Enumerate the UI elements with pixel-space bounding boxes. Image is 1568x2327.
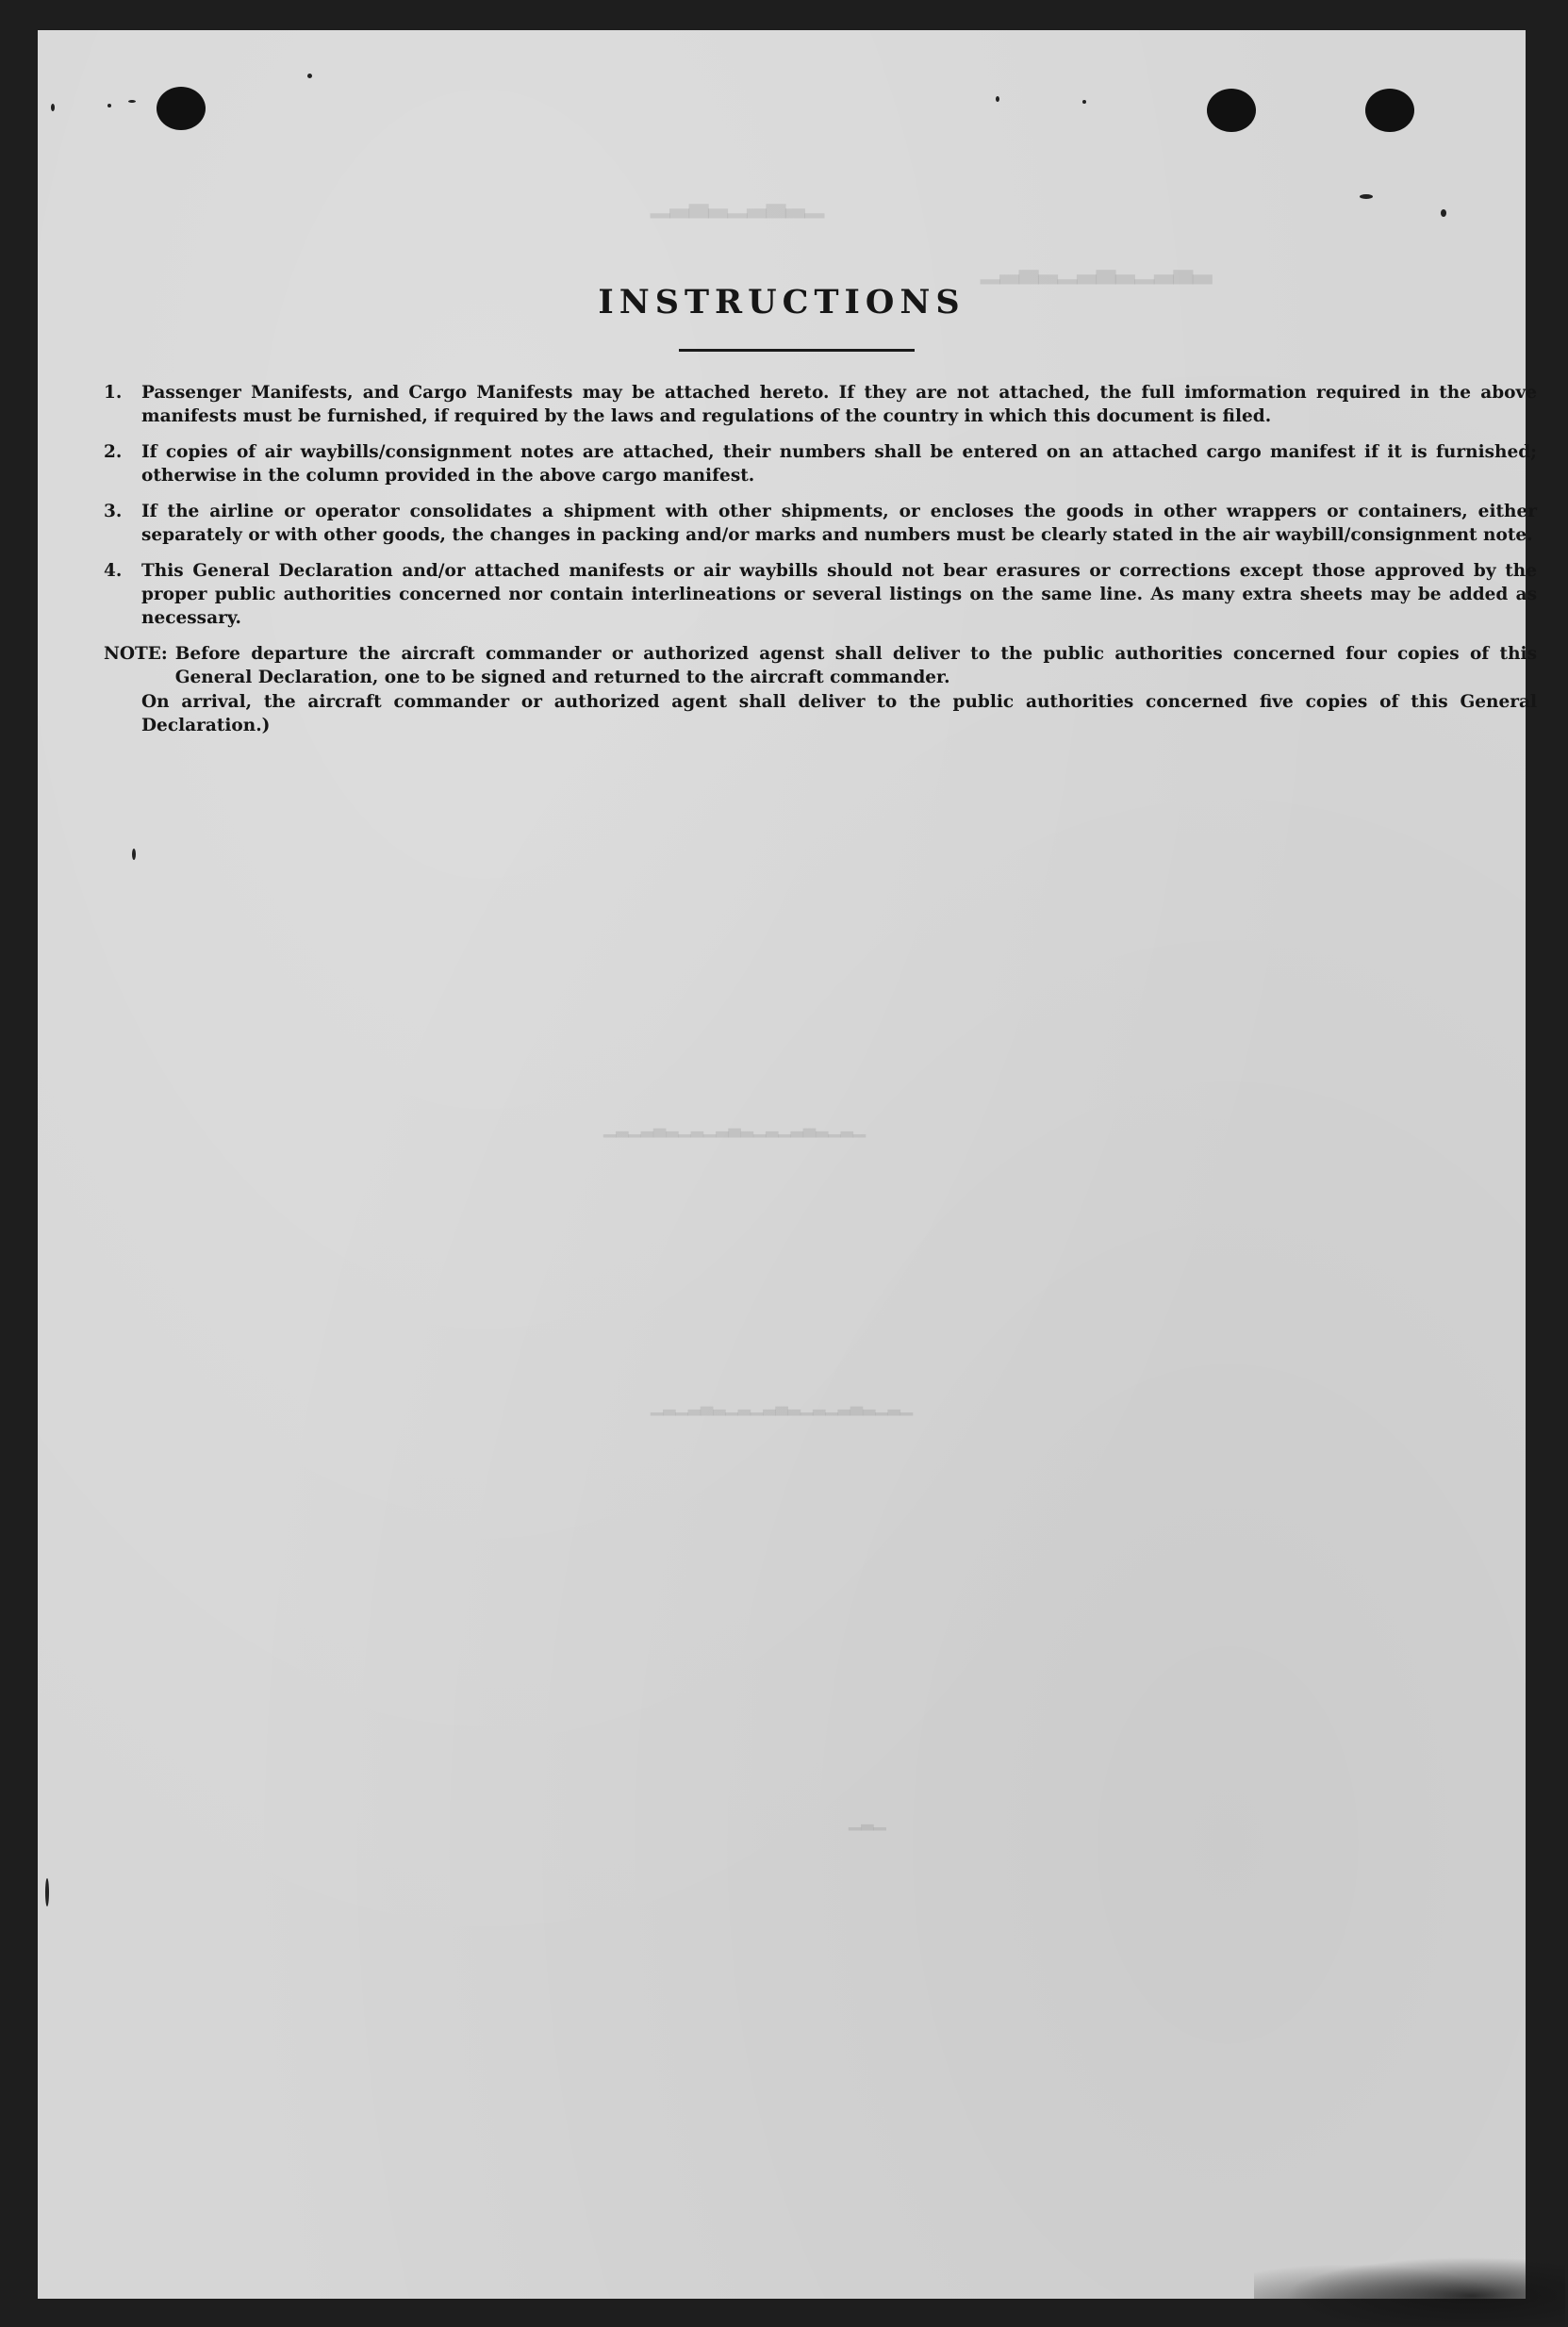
bleed-through-mark: ▁▂▁: [849, 1807, 886, 1831]
instruction-number: 2.: [104, 442, 123, 462]
instructions-list: [104, 381, 1537, 737]
instruction-number: 1.: [104, 383, 123, 403]
speck-mark: [996, 96, 999, 102]
instruction-number: 3.: [104, 502, 123, 521]
speck-mark: [1441, 209, 1446, 217]
note-label: NOTE:: [104, 644, 168, 664]
punch-hole-right-2: [1365, 89, 1414, 132]
speck-mark: [128, 100, 136, 103]
note-arrival-text: On arrival, the aircraft commander or authorized agent shall deliver to the public authorities concerned five copies of this General Declaration.): [141, 692, 1537, 735]
instruction-text: If the airline or operator consolidates a shipment with other shipments, or encloses the goods in other wrappers or containers, either separately or with other goods, the changes in packing and/or marks and numbers must be clearly stated in the air waybill/consignment note.: [141, 502, 1537, 545]
bleed-through-mark: ▁▂▃▂▁▂▃▂▁▂▃▂: [981, 247, 1213, 285]
speck-mark: [1360, 194, 1373, 199]
instruction-text: If copies of air waybills/consignment notes are attached, their numbers shall be entered on an attached cargo manifest if it is furnished; otherwise in the column provided in the above cargo manifest.: [141, 442, 1537, 486]
instruction-item: [104, 559, 1537, 630]
speck-mark: [51, 104, 55, 111]
instruction-number: 4.: [104, 561, 123, 581]
instruction-item: [104, 500, 1537, 547]
edge-stain: [1254, 2251, 1565, 2326]
instruction-item: [104, 381, 1537, 428]
instruction-item: [104, 440, 1537, 487]
bleed-through-mark: ▁▂▁▂▃▂▁▂▁▂▃▂▁▂▁▂▃▂▁▂▁: [651, 1393, 914, 1416]
speck-mark: [45, 1878, 49, 1906]
punch-hole-right-1: [1207, 89, 1256, 132]
instructions-heading: INSTRUCTIONS: [598, 283, 966, 322]
note-departure-text: Before departure the aircraft commander or authorized agenst shall deliver to the public authorities concerned four copies of this General Declaration, one to be signed and returned to the aircraft commander.: [174, 644, 1537, 687]
speck-mark: [1082, 100, 1086, 104]
bleed-through-mark: ▁▂▃▂▁▂▃▂▁: [651, 181, 825, 219]
paper-sheet: [38, 30, 1537, 2299]
instruction-text: Passenger Manifests, and Cargo Manifests may be attached hereto. If they are not attached, the full imformation required in the above manifests must be furnished, if required by the laws and regulations of the country in which this document is filed.: [141, 383, 1537, 426]
note-block: [104, 642, 1537, 689]
speck-mark: [307, 74, 312, 78]
instruction-text: This General Declaration and/or attached manifests or air waybills should not bear erasures or corrections except those approved by the proper public authorities concerned nor contain interlineations or several listings on the same line. As many extra sheets may be added as necessary.: [141, 561, 1537, 628]
punch-hole-left: [157, 87, 206, 130]
speck-mark: [132, 849, 136, 860]
bleed-through-mark: ▁▂▁▂▃▂▁▂▁▂▃▂▁▂▁▂▃▂▁▂▁: [603, 1114, 867, 1138]
speck-mark: [107, 104, 111, 107]
heading-underline: [679, 349, 915, 352]
